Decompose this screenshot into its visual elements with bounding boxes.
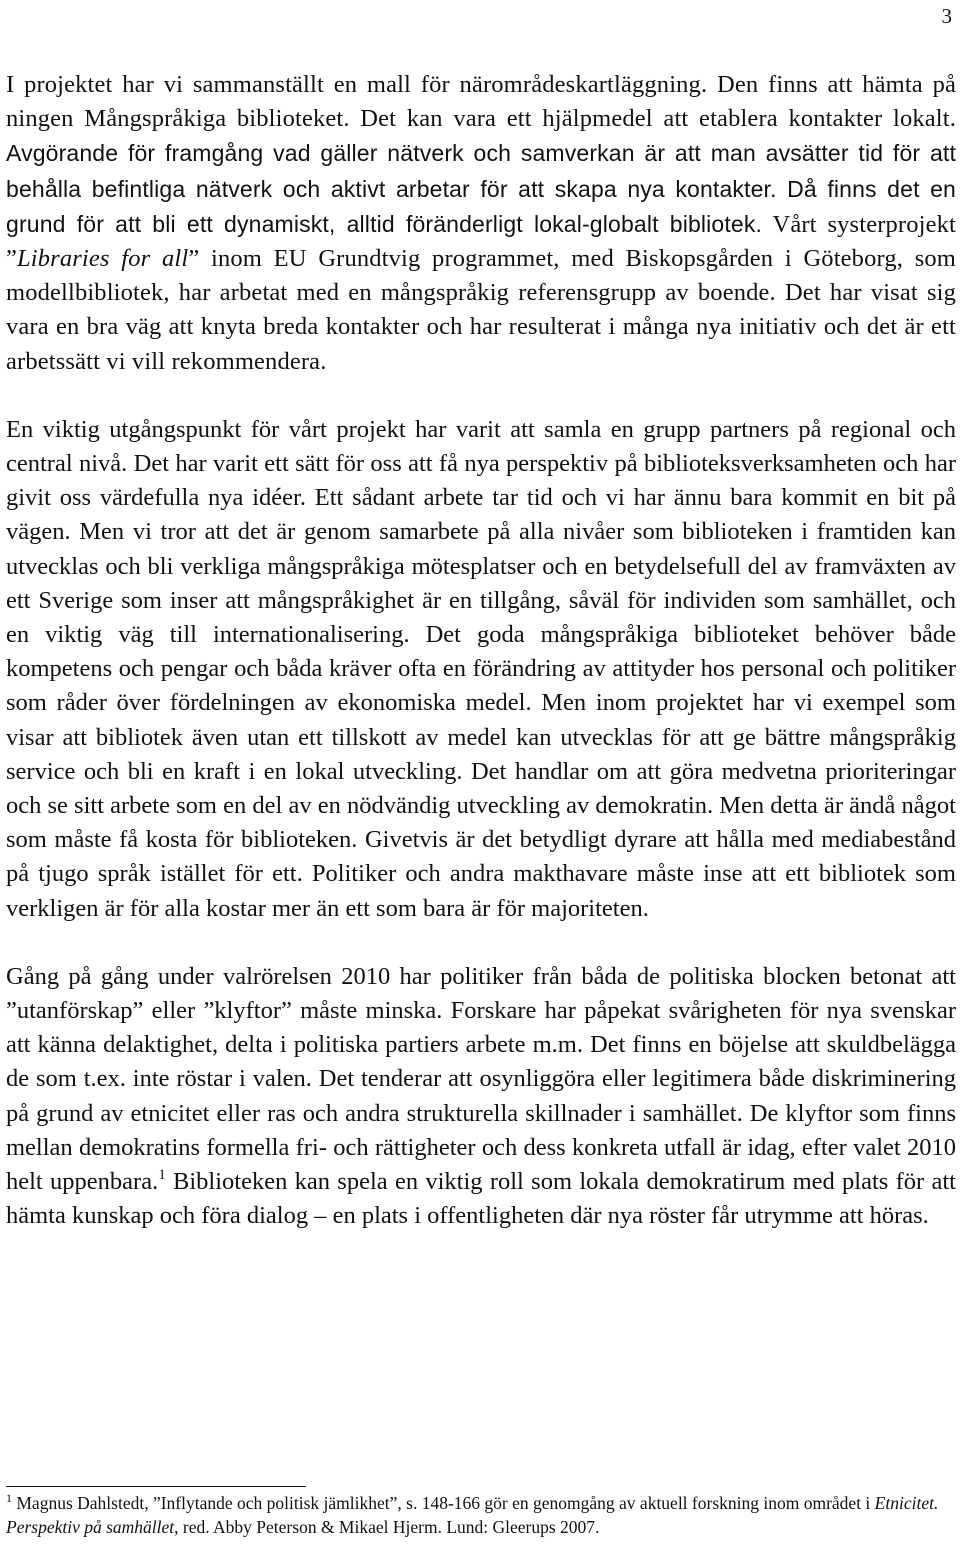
footnote-separator	[6, 1486, 306, 1487]
footnote	[6, 1491, 956, 1539]
footnote-book-title: Etnicitet. Perspektiv på samhället	[6, 1493, 939, 1537]
paragraph-1-part-b: Vårt systerprojekt ”	[6, 210, 956, 273]
paragraph-1-part-a: I projektet har vi sammanställt en mall för närområdeskartläggning. Den finns att hämta på ningen Mångspråkiga biblioteket. Det kan vara ett hjälpmedel att etablera kontakter lokalt.	[6, 71, 956, 133]
footnote-text-a: Magnus Dahlstedt, ”Inflytande och politisk jämlikhet”, s. 148-166 gör en genomgång av aktuell forskning inom området i	[12, 1493, 875, 1513]
paragraph-3	[6, 960, 956, 1234]
footnote-text-b: , red. Abby Peterson & Mikael Hjerm. Lund: Gleerups 2007.	[174, 1517, 600, 1537]
footnote-reference: 1	[158, 1167, 166, 1184]
footnote-marker: 1	[6, 1491, 12, 1505]
project-title-libraries-for-all: Libraries for all	[17, 245, 189, 273]
paragraph-1	[6, 68, 956, 379]
paragraph-3-part-b: Biblioteken kan spela en viktig roll som lokala demokratirum med plats för att hämta kunskap och föra dialog – en plats i offentligheten där nya röster får utrymme att höras.	[6, 1168, 956, 1230]
paragraph-2: En viktig utgångspunkt för vårt projekt har varit att samla en grupp partners på regional och central nivå. Det har varit ett sätt för oss att få nya perspektiv på biblioteksverksamheten och har givit oss värdefulla nya idéer. Ett sådant arbete tar tid och vi har ännu bara kommit en bit på vägen. Men vi tror att det är genom samarbete på alla nivåer som biblioteken i framtiden kan utvecklas och bli verkliga mångspråkiga mötesplatser och en betydelsefull del av framväxten av ett Sverige som inser att mångspråkighet är en tillgång, såväl för individen som samhället, och en viktig väg till internationalisering. Det goda mångspråkiga biblioteket behöver både kompetens och pengar och båda kräver ofta en förändring av attityder hos personal och politiker som råder över fördelningen av ekonomiska medel. Men inom projektet har vi exempel som visar att bibliotek även utan ett tillskott av medel kan utvecklas för att ge bättre mångspråkig service och bli en kraft i en lokal utveckling. Det handlar om att göra medvetna prioriteringar och se sitt arbete som en del av en nödvändig utveckling av demokratin. Men detta är ändå något som måste få kosta för biblioteken. Givetvis är det betydligt dyrare att hålla med mediabestånd på tjugo språk istället för ett. Politiker och andra makthavare måste inse att ett bibliotek som verkligen är för alla kostar mer än ett som bara är för majoriteten.	[6, 415, 956, 922]
paragraph-1-part-c: ” inom EU Grundtvig programmet, med Biskopsgården i Göteborg, som modellbibliotek, har arbetat med en mångspråkig referensgrupp av boende. Det har visat sig vara en bra väg att knyta breda kontakter och har resulterat i många nya initiativ och det är ett arbetssätt vi vill rekommendera.	[6, 245, 956, 375]
page-number: 3	[941, 4, 952, 28]
paragraph-3-part-a: Gång på gång under valrörelsen 2010 har politiker från båda de politiska blocken betonat att ”utanförskap” eller ”klyftor” måste minska. Forskare har påpekat svårigheten för nya svenskar att känna delaktighet, delta i politiska partiers arbete m.m. Det finns en böjelse att skuldbelägga de som t.ex. inte röstar i valen. Det tenderar att osynliggöra eller legitimera både diskriminering på grund av etnicitet eller ras och andra strukturella skillnader i samhället. De klyftor som finns mellan demokratins formella fri- och rättigheter och dess konkreta utfall är idag, efter valet 2010 helt uppenbara.	[6, 962, 956, 1196]
paragraph-1-sans-passage: Avgörande för framgång vad gäller nätverk och samverkan är att man avsätter tid för att behålla befintliga nätverk och aktivt arbetar för att skapa nya kontakter. Då finns det en grund för att bli ett dynamiskt, alltid föränderligt lokal-globalt bibliotek.	[6, 140, 956, 237]
document-body	[6, 68, 956, 1234]
